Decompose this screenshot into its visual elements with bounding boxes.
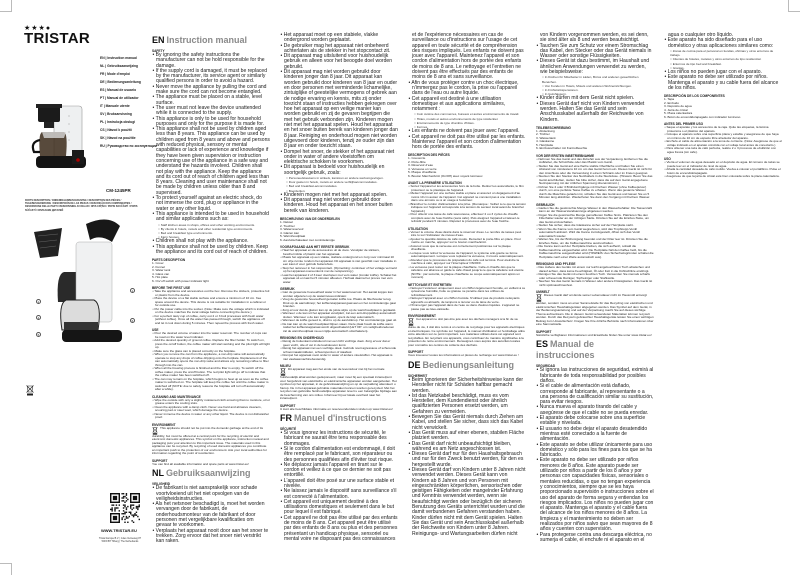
section-heading: SUPPORT	[152, 458, 168, 463]
section-heading: SÉCURITÉ	[280, 427, 297, 432]
safety-bullet: • Los niños no pueden jugar con el aparato.	[664, 70, 782, 75]
safety-bullet: • Never move the appliance by pulling the cord and make sure the cord can not become entangled.	[152, 85, 270, 96]
coffee-maker-image	[28, 100, 96, 182]
safety-bullet: • L'appareil doit être posé sur une surface stable et nivelée.	[280, 479, 398, 490]
instruction-bullet: • Nehmen Sie das Gerät und das Zubehör aus der Verpackung. Entfernen Sie die Aufkleber, die Schutzfolie oder das Plastik vom Gerät.	[536, 158, 654, 165]
part-callout-4: 4	[37, 316, 40, 320]
instruction-bullet: • When all the brewing process is finished and the filter is empty. To switch off the coffee maker, press the on/off button. The red pilot light will go off to indicate that the coffee maker has been switched off.	[152, 367, 270, 378]
instruction-bullet: • Giet de gewenste hoeveelheid water in het waterreservoir. Het aantal kopjes kan worden afgelezen op de waterniveau-indicator.	[280, 291, 398, 298]
instruction-bullet: • N'immergez pas l'appareil dans de l'eau ou dans d'autres liquides. L'appareil ne passe pas au lave-vaisselle.	[408, 304, 526, 311]
language-code: EN	[152, 35, 165, 45]
safety-bullet: • Children shall not play with the appliance.	[152, 239, 270, 244]
safety-bullet: • Bewegen Sie das Gerät niemals durch Ziehen am Kabel, und stellen Sie sicher, dass sich das Kabel nicht verwickelt.	[408, 415, 526, 431]
safety-bullet: • Das Gerät muss auf einer ebenen, stabilen Fläche platziert werden.	[408, 431, 526, 442]
safety-bullet: • Tauchen Sie zum Schutz vor einem Stromschlag das Kabel, den Stecker oder das Gerät niemals in Wasser oder sonstige Flüssigkeiten.	[536, 44, 654, 60]
instruction-bullet: • Plaats het apparaat op een vlakke, stabiele ondergrond en zorg voor minimaal 10 cm vrije ruimte rondom het apparaat. Dit apparaat is niet geschikt voor installatie in een kast of voor gebruik buitenshuis.	[280, 256, 398, 267]
part-list-item: 5. Hot plate	[152, 275, 168, 280]
sub-bullet: ○ Zonas de cocina para el personal en tiendas, oficinas y otros entornos de trabajo.	[664, 49, 782, 57]
language-title-text: Gebruiksaanwijzing	[166, 468, 251, 479]
instruction-bullet: • Zorg ervoor dat de glazen kan op de juiste wijze op de warmhoudplaat is geplaatst.	[280, 309, 398, 313]
brand-name: TRISTAR	[24, 30, 90, 47]
instruction-bullet: • Para obtener una taza de café perfecta, realice 2 o 3 procesos de ebullición con agua fresca (sin café).	[664, 147, 782, 154]
instruction-bullet: • Assurez-vous que la verseuse est correctement positionnée sur la plaque chauffante.	[408, 245, 526, 252]
sub-bullet: ○ Hôtes, motels et autres environnements de type résidentiel.	[408, 117, 526, 121]
parts-diagram-image	[28, 212, 138, 362]
safety-bullet: • Este aparato no debe ser utilizado por niños menores de 8 años. Este aparato puede ser utilizado por niños a partir de los 8 años y por personas con capacidades físicas, sensoriales o mentales reducidas, o que no tengan experiencia y conocimientos, siempre que se les haya proporcionado supervisión o instrucciones sobre el uso del aparato de forma segura y entiendan los riesgos implicados. Los niños no pueden jugar con el aparato. Mantenga el aparato y el cable fuera del alcance de los niños menores de 8 años. La limpieza y el mantenimiento no deben ser realizados por niños salvo que sean mayores de 8 años y cuenten con supervisión.	[536, 458, 654, 532]
safety-bullet: • By ignoring the safety instructions the manufacturer can not be hold responsible for the damage.	[152, 53, 270, 69]
safety-bullet: • Si vous ignorez les instructions de sécurité, le fabricant ne saurait être tenu responsable des dommages.	[280, 431, 398, 447]
part-list-item: 2. Embudo	[664, 100, 679, 105]
instruction-bullet: • Clean the appliance with a damp cloth. Never use hard and abrasive cleaners, scouring pad or steel wool, which damage the device.	[152, 406, 270, 413]
instruction-bullet: • Mettez l'appareil sur une surface stable et plane et assurez un dégagement d'au moins 10 cm autour de l'appareil. Cet appareil ne convient pas à une installation dans une armoire ou à un usage à l'extérieur.	[408, 192, 526, 203]
part-list-item: 4. Glass can	[152, 271, 170, 276]
language-list	[100, 54, 157, 150]
safety-bullet: • Para protegerse contra una descarga eléctrica, no sumerja el cable, el enchufe ni el aparato en el agua o cualquier otro líquido.	[536, 33, 782, 545]
instruction-bullet: • Place the device on a flat stable surface and ensure a minimum of 10 cm. free space around the device. This device is not suitable for installation in a cabinet or for outside use.	[152, 297, 270, 308]
instruction-bullet: • Put the power cable into the socket. (Note: Make sure the voltage which is indicated on the device matches the local voltage before connecting the device.)	[152, 308, 270, 315]
section-heading: UTILISATION	[408, 226, 428, 231]
safety-bullet: • Als het netsnoer beschadigd is, moet het worden vervangen door de fabrikant, de onderhoudsmonteur van de fabrikant of door personen met vergelijkbare kwalificaties om gevaar te voorkomen.	[152, 502, 270, 528]
section-heading: TEILEBESCHREIBUNG	[536, 125, 571, 130]
instruction-bullet: • Lorsque vous retirez la verseuse de l'appareil, le système anti-goutte se ferme automatiquement. Lorsque vous replacez la verseuse, il s'ouvre automatiquement.	[408, 252, 526, 259]
part-list-item: 2. Trechter	[280, 223, 295, 228]
instruction-bullet: • Branchez le cordon d'alimentation à la prise. (Remarque : Veillez à ce que la tension indiquée sur l'appareil corresponde à la tension du secteur local avant de brancher l'appareil.)	[408, 203, 526, 214]
instruction-bullet: • Stellen Sie das Gerät auf eine flache stabile Oberfläche und halten Sie einen Abstand von mindestens 10 cm um das Gerät herum ein. Dieses Gerät ist nicht für den Anschluss oder die Verwendung in einem Schrank oder im Freien geeignet.	[536, 165, 654, 176]
safety-bullet: • Dit apparaat mag niet worden gebruikt door kinderen. Houd het apparaat en het snoer buiten bereik van kinderen.	[280, 198, 398, 214]
parts-description-header: PARTS DESCRIPTION / ONDERDELENBESCHRIJVING / DESCRIPTION DES PIÈCES / TEILEBESCHREIBUNG / DESCRIPCIÓN DE LAS PIEZAS / DESCRIÇÃO DOS COMPONENTES / DESCRIZIONE DELLE PARTI / BESKRIVNING AV DELAR / OPIS CZĘŚCI / POPIS SOUČÁSTÍ / POPIS SÚČASTÍ / ОПИСАНИЕ ДЕТАЛЕЙ	[25, 199, 138, 212]
address-line: Tristar Europe B.V. | Jules Verneweg 87	[98, 537, 142, 540]
safety-bullet: • Este aparato se debe utilizar únicamente para uso doméstico y sólo para los fines para los que se ha fabricado.	[536, 443, 654, 459]
language-title-text: Manuel d'instructions	[294, 413, 387, 424]
paragraph: Sämtliche verfügbaren Informationen und Ersatzteile finden Sie unter www.tristar.eu!	[536, 332, 652, 337]
safety-bullet: • Si ignora las instrucciones de seguridad, eximirá al fabricante de toda responsabilidad por posibles daños.	[536, 368, 654, 384]
part-list-item: 3. Waterreservoir	[280, 227, 304, 232]
part-list-item: 3. Réservoir d'eau	[408, 163, 434, 168]
part-list-item: 1. Abdeckung	[536, 128, 555, 133]
paragraph: You can find all available information and spare parts at www.tristar.eu!	[152, 461, 249, 466]
paragraph-text: Dieses Gerät darf am Ende seiner Lebensdauer nicht im Hausmüll entsorgt werden, sondern muss an einer Sammelstelle für das Recycling von elektrischen und elektronischen Haushaltsgeräten abgegeben werden. Das Symbol auf dem Gerät, in der Bedienungsanleitung und auf der Verpackung macht Sie auf dieses wichtige Thema aufmerksam. Die in diesem Gerät verwendeten Materialien können recycelt werden. Durch das Recyceln gebrauchter Haushaltsgeräte leisten Sie einen wichtigen Beitrag zum Umweltschutz. Fragen Sie Ihre örtliche Behörde nach Informationen über eine Sammelstelle.	[536, 293, 654, 327]
instruction-bullet: • Gießen Sie die gewünschte Menge Wasser in den Wasserbehälter. Die Tassenzahl kann an der Wasserstandsanzeige abgelesen werden.	[536, 207, 654, 214]
safety-bullet: • El aparato debe colocarse sobre una superficie estable y nivelada.	[536, 416, 654, 427]
section-heading: REINIGUNG UND PFLEGE	[536, 262, 576, 267]
section-heading: CLEANING AND MAINTENANCE	[152, 394, 201, 399]
instruction-bullet: • Haal het apparaat en de accessoires uit de doos. Verwijder de stickers, beschermfolie of plastic van het apparaat.	[280, 249, 398, 256]
safety-bullet: • El usuario no debe dejar el aparato desatendido mientras esté conectado a la fuente de alimentación.	[536, 427, 654, 443]
sub-bullet: ○ Staff kitchen areas in shops, offices and other working environments.	[152, 223, 270, 227]
section-heading: VOORAFGAAND AAN HET EERSTE GEBRUIK	[280, 245, 350, 250]
instruction-bullet: • Laat het apparaat 2 of 3 keer doorlopen met vers water (zonder koffie). Schakel het apparaat uit en laat het 5 minuten afkoelen. Herhaal daarna het proces met vers water.	[280, 274, 398, 285]
section-heading: ENVIRONMENT	[152, 422, 176, 427]
language-list-item: RU | Руководство по эксплуатации	[100, 144, 157, 148]
section-heading: SAFETY	[152, 49, 165, 53]
safety-bullet: • This appliance shall not be used by children aged less than 8 years. This appliance can be used by children aged from 8 years and above and persons with reduced physical, sensory or mental capabilities or lack of experience and knowledge if they have been given supervision or instruction concerning use of the appliance in a safe way and understand the hazards involved. Children shall not play with the appliance. Keep the appliance and its cord out of reach of children aged less than 8 years. Cleaning and user maintenance shall not be made by children unless older than 8 and supervised.	[152, 127, 270, 196]
part-list-item: 1. Couvercle	[408, 156, 426, 161]
language-list-item: PL | Instrukcja obsługi	[100, 120, 136, 124]
sub-bullet: ○ Coin cuisine des commerces, bureaux et autres environnements de travail.	[408, 112, 526, 116]
safety-bullet: • Het apparaat moet op een stabiele, vlakke ondergrond worden geplaatst.	[280, 33, 398, 44]
language-title-text: Bedienungsanleitung	[422, 359, 515, 370]
instruction-bullet: • Stecken Sie den Stecker des Netzkabels in die Steckdose. (Hinweis: Bevor Sie das Gerät anschließen, stellen Sie bitte sicher, dass die auf dem Gerät angegebene Netzspannung mit der örtlichen Spannung übereinstimmt.)	[536, 175, 654, 186]
section-heading: ENVIRONNEMENT	[408, 314, 436, 319]
instruction-bullet: • De kan kan op de warmhoudplaat blijven staan. Deze plaat houdt de koffie warm totdat het koffiezetapparaat wordt uitgeschakeld (LET OP: om veiligheidsredenen zal de warmhoudplaat na een tijdje automatisch uitschakelen).	[280, 323, 398, 334]
language-section-en	[152, 35, 270, 466]
part-list-item: 6. Botón de encendido/apagado con indicador luminoso	[664, 114, 741, 119]
instruction-bullet: • Asegúrese de que la jarra de cristal esté bien colocada sobre la placa calentadora.	[664, 175, 782, 179]
language-list-item: IT | Manuale utente	[100, 104, 130, 108]
language-list-item: FR | Mode d'emploi	[100, 72, 131, 76]
part-callout-6: 6	[131, 319, 134, 323]
instruction-bullet: • La verseuse peut rester sur la plaque chauffante. Celle-ci chauffe dès que la cafetière est allumée et garde le café chaud jusqu'à ce que la cafetière soit éteinte (NOTE : par sécurité, la plaque chauffante se coupe automatiquement après un moment).	[408, 266, 526, 280]
safety-bullet: • De fabrikant is niet aansprakelijk voor schade voortvloeiend uit het niet opvolgen van de veiligheidsinstructies.	[152, 486, 270, 502]
instruction-bullet: • Enchufe el cable de alimentación a la toma de corriente. (Nota: Asegúrese de que el voltaje indicado en el aparato coincida con el voltaje local antes de conectarlo.)	[664, 140, 782, 147]
paragraph: U kunt alle beschikbare informatie en reserveonderdelen vinden op www.tristar.eu!	[280, 406, 393, 411]
language-code: NL	[152, 468, 164, 479]
language-title	[536, 339, 654, 361]
language-title	[408, 360, 526, 371]
part-callout-5: 5	[37, 333, 40, 337]
paragraph-text: Dit apparaat mag aan het einde van de levensduur niet bij het normale huishoudelijk afval worden gedeponeerd, maar moet bij een speciaal inzamelpunt voor hergebruik van elektrische en elektronische apparaten worden aangeboden. Het symbool op het apparaat, in de gebruiksaanwijzing en op de verpakking attendeert u hierop. De in het apparaat gebruikte materialen kunnen worden gerecycled. Met het recyclen van gebruikte huishoudelijke apparaten levert u een belangrijke bijdrage aan de bescherming van ons milieu. Informeer bij uw lokale overheid naar het inzamelpunt.	[280, 367, 397, 401]
instruction-bullet: • Pour the desired volume of water into the water reservoir. The number of cups can be read on the water level indicator.	[152, 332, 270, 339]
safety-bullet: • Si le cordon d'alimentation est endommagé, il doit être remplacé par le fabricant, son réparateur ou des personnes qualifiées afin d'éviter tout risque.	[280, 447, 398, 463]
section-heading: SUPPORT	[536, 329, 552, 334]
instruction-bullet: • Versez le volume d'eau désiré dans le réservoir d'eau. Le nombre de tasses peut être lu sur l'indicateur de niveau d'eau.	[408, 231, 526, 238]
safety-bullet: • Este aparato ha sido diseñado para el uso doméstico y otras aplicaciones similares como:	[664, 38, 782, 49]
instruction-bullet: • Nettoyez l'appareil avec un chiffon humide. N'utilisez pas de produits nettoyants agressifs ou abrasifs, de tampons à récurer ou de laine de verre.	[408, 297, 526, 304]
section-heading: VEILIGHEID	[152, 482, 171, 487]
sub-bullet: ○ Fermes.	[408, 125, 526, 129]
safety-bullet: • Cet appareil est uniquement destiné à des utilisations domestiques et seulement dans le but pour lequel il est fabriqué.	[280, 500, 398, 516]
instruction-bullet: • Make sure the glass can is placed correctly on the hotplate.	[152, 350, 270, 354]
safety-bullet: • Les enfants ne doivent pas jouer avec l'appareil.	[408, 129, 526, 134]
part-list-item: 2. Porte-filtre	[408, 159, 426, 164]
safety-bullet: • This appliance is only to be used for household purposes and only for the purpose it is made for.	[152, 117, 270, 128]
language-list-item: EN | Instruction manual	[100, 56, 137, 60]
instruction-bullet: • Wanneer u de kan uit het apparaat verwijdert, zal een anti-druppelklep automatisch sluiten. Wanneer u de kan terugplaatst, opent de klep automatisch.	[280, 312, 398, 319]
safety-bullet: • Nunca mueva el aparato tirando del cable y asegúrese de que el cable no se pueda enredar.	[536, 405, 654, 416]
language-list-item: ES | Manual de usuario	[100, 88, 137, 92]
section-heading: DESCRIPCIÓN DE LOS COMPONENTES	[664, 94, 725, 99]
part-list-item: 4. Glaskanne	[536, 139, 555, 144]
safety-bullet: • Beim Ignorieren der Sicherheitshinweise kann der Hersteller nicht für Schäden haftbar gemacht werden.	[408, 378, 526, 394]
part-list-item: 6. Bouton Marche/Arrêt (On/Off) avec voyant lumineux	[408, 173, 483, 178]
section-heading: SEGURIDAD	[536, 364, 556, 369]
instruction-bullet: • Voeg de gewenste hoeveelheid gemalen koffie toe. Plaats de filterhouder terug. Druk op de aan/uitknop; het koffiezetapparaat gaat aan en het controlelampje gaat branden.	[280, 298, 398, 309]
part-list-item: 5. Placa calentadora	[664, 111, 693, 116]
paragraph	[152, 427, 270, 456]
language-code: FR	[280, 413, 292, 424]
instruction-bullet: • Stop het netsnoer in het stopcontact. (Opmerking: controleer of het voltage vermeld op het apparaat overeenkomt met de netspanning.)	[280, 267, 398, 274]
instruction-bullet: • Nettoyez l'extérieur uniquement avec un chiffon légèrement humide, en veillant à ce qu'aucune humidité, huile ou graisse ne pénètre dans les orifices de refroidissement.	[408, 287, 526, 298]
safety-bullet: • Dieses Gerät darf von Kindern unter 8 Jahren nicht verwendet werden. Dieses Gerät kann von Kindern ab 8 Jahren und von Personen mit eingeschränkten körperlichen, sensorischen oder geistigen Fähigkeiten oder mangelnder Erfahrung und Kenntnis verwendet werden, wenn sie beaufsichtigt werden oder bezüglich der sicheren Benutzung des Geräts unterrichtet wurden und die damit verbundenen Gefahren verstanden haben. Kinder dürfen nicht mit dem Gerät spielen. Halten Sie das Gerät und sein Anschlusskabel außerhalb der Reichweite von Kindern unter 8 Jahren. Reinigungs- und Wartungsarbeiten dürfen nicht von Kindern vorgenommen werden, es sei denn, sie sind älter als 8 und werden beaufsichtigt.	[408, 33, 654, 545]
safety-bullet: • Si el cable de alimentación está dañado, corresponde al fabricante, al representante o a una persona de cualificación similar su sustitución, para evitar riesgos.	[536, 384, 654, 405]
section-heading: SICHERHEIT	[408, 373, 428, 378]
safety-bullet: • Verplaats het apparaat nooit door aan het snoer te trekken. Zorg ervoor dat het snoer niet verstrikt kan raken.	[152, 529, 270, 545]
safety-bullet: • This appliance is intended to be used in household and similar applications such as:	[152, 212, 270, 223]
paragraph-text: This appliance should not be put into the domestic garbage at the end of its durability, but must be offered at a central point for the recycling of electric and electronic domestic appliances. This symbol on the appliance, instruction manual and packaging puts your attention to this important issue. The materials used in this appliance can be recycled. By recycling of used domestic appliances you contribute an important push to the protection of our environment. Ask your local authorities for information regarding the point of recollection.	[152, 425, 269, 456]
sub-bullet: ○ Personeelskeukens in winkels, kantoren en andere werkomgevingen.	[280, 176, 398, 180]
safety-bullet: • This appliance shall not be used by children. Keep the appliance and its cord out of reach of children.	[152, 245, 270, 256]
instruction-bullet: • Añada la cantidad deseada de café molido. Vuelva a colocar el portafiltros. Pulse el botón de encendido/apagado.	[664, 168, 782, 175]
section-heading: SUPPORT	[280, 403, 296, 408]
language-code: DE	[408, 359, 421, 370]
instruction-bullet: • Die Kanne kann auf der Heizplatte bleiben, die sich aufheizt, sobald die Kaffeemaschine eingeschaltet wird. Die Heizplatte hält den Kaffee heiß, bis die Kaffeemaschine ausgeschaltet wird (HINWEIS: Aus Sicherheitsgründen schaltet die Heizplatte nach einer Weile automatisch aus).	[536, 245, 654, 259]
language-title	[280, 413, 398, 424]
instruction-bullet: • Warten Sie, bis der Brühvorgang beendet und der Filter leer ist. Drücken Sie die Ein/Aus-Taste, um die Kaffeemaschine auszuschalten.	[536, 238, 654, 245]
safety-bullet: • Afin de vous protéger contre un choc électrique, n'immergez pas le cordon, la prise ou l'appareil dans de l'eau ou autre liquide.	[408, 81, 526, 97]
crop-mark-top-right	[788, 0, 800, 12]
sub-bullet: ○ Von Kunden in Hotels, Motels und anderen Wohneinrichtungen.	[536, 84, 654, 88]
safety-bullet: • Das Gerät darf nicht unbeaufsichtigt bleiben, während es am Netz angeschlossen ist.	[408, 442, 526, 453]
language-title	[152, 35, 270, 46]
instruction-bullet: • Wenn Sie die Kanne vom Gerät wegnehmen, wird das Tropfstopp-Ventil automatisch aktiviert. Wird die Kanne zurückgestellt, öffnet sich das Ventil automatisch wieder.	[536, 228, 654, 239]
section-heading: DESCRIPTION DES PIÈCES	[408, 153, 450, 158]
paragraph: Vous trouverez toutes les informations et pièces de rechange sur www.tristar.eu !	[408, 353, 519, 358]
section-heading: MILIEU	[280, 364, 291, 369]
instruction-bullet: • Add the desired quantity of ground coffee. Replace the filter holder. To switch on, press the on/off button, the coffee maker will start working and the pilot light will light up.	[152, 339, 270, 350]
safety-bullet: • The user must not leave the device unattended while it is connected to the supply.	[152, 106, 270, 117]
safety-bullet: • Ist das Netzkabel beschädigt, muss es vom Hersteller, dem Kundendienst oder ähnlich qualifizierten Personen ersetzt werden, um Gefahren zu vermeiden.	[408, 394, 526, 415]
language-title-text: Instruction manual	[166, 35, 248, 45]
safety-bullet: • Este aparato no debe ser utilizado por niños. Mantenga el aparato y su cable fuera del alcance de los niños.	[664, 75, 782, 91]
part-list-item: 2. Trichter	[536, 132, 550, 137]
instruction-manual-text	[152, 33, 782, 545]
sub-bullet: ○ In Gutshäusern.	[536, 92, 654, 96]
language-list-item: PT | Manual de utilizador	[100, 96, 139, 100]
sub-bullet: ○ Boerderijen.	[280, 189, 398, 193]
part-list-item: 4. Verseuse en verre	[408, 166, 437, 171]
instruction-bullet: • Reinigen Sie das Gerät mit einem feuchten Tuch. Verwenden Sie niemals scharfe oder scheuernde Reiniger, Topfreiniger oder Stahlwolle.	[536, 273, 654, 280]
instruction-bullet: • Wipe the outside with only a slightly moistened cloth ensuring that no moisture, oil or grease enters the cooling slots.	[152, 399, 270, 406]
sub-bullet: ○ Granjas.	[664, 66, 782, 70]
sub-bullet: ○ Bed and breakfast type environments.	[152, 231, 270, 235]
safety-bullet: • Dieses Gerät ist dazu bestimmt, im Haushalt und ähnlichen Anwendungen verwendet zu werden, wie beispielsweise:	[536, 59, 654, 75]
language-list-item: DE | Bedienungsanleitung	[100, 80, 141, 84]
safety-bullet: • Dieses Gerät darf nicht von Kindern verwendet werden. Halten Sie das Gerät und sein Anschlusskabel außerhalb der Reichweite von Kindern.	[536, 102, 654, 123]
sub-bullet: ○ Farm houses.	[152, 235, 270, 239]
language-list-item: NL | Gebruiksaanwijzing	[100, 64, 139, 68]
section-heading: BEFORE THE FIRST USE	[152, 286, 191, 291]
safety-bullet: • The appliance must be placed on a stable, level surface.	[152, 95, 270, 106]
section-heading: UMWELT	[536, 290, 550, 295]
instruction-bullet: • Führen Sie 2 oder 3 Brühdurchgänge mit frischem Wasser (ohne Kaffeepulver) durch, um eine perfekte Tasse Kaffee zu erhalten. Wenn das gesamte Wasser durch die Maschine gelaufen ist, schalten Sie das Gerät aus und lassen Sie es 5 Minuten lang abkühlen. Wiederholen Sie dann den Vorgang mit frischem Wasser.	[536, 186, 654, 200]
part-list-item: 2. Funnel	[152, 264, 165, 269]
website-link[interactable]: WWW.TRISTAR.EU	[101, 528, 137, 533]
part-list-item: 3. Depósito de agua	[664, 104, 692, 109]
safety-bullet: • Dit apparaat mag niet worden gebruikt door kinderen jonger dan 8 jaar. Dit apparaat kan worden gebruikt door kinderen van 8 jaar en ouder en door personen met verminderde lichamelijke, zintuiglijke of geestelijke vermogens of gebrek aan de nodige ervaring en kennis, mits zij onder toezicht staan of instructies hebben gekregen over hoe het apparaat op een veilige manier kan worden gebruikt en zij de gevaren begrijpen die met het gebruik verbonden zijn. Kinderen mogen niet met het apparaat spelen. Houd het apparaat en het snoer buiten bereik van kinderen jonger dan 8 jaar. Reiniging en onderhoud mogen niet worden uitgevoerd door kinderen, tenzij ze ouder zijn dan 8 jaar en onder toezicht staan.	[280, 70, 398, 149]
instruction-bullet: • Vierta el volumen de agua deseado en el depósito de agua. El número de tazas se puede leer en el indicador de nivel de agua.	[664, 161, 782, 168]
instruction-bullet: • Saque el aparato y los accesorios de la caja. Quite las etiquetas, la lámina protectora o el plástico del aparato.	[664, 126, 782, 133]
instruction-bullet: • Das Äußere des Geräts mit einem nur leicht angefeuchteten Tuch abwischen und darauf achten, dass keine Feuchtigkeit, Öl oder Fett in die Kühlschlitze eindringt.	[536, 266, 654, 273]
address-line: 5015 BH Tilburg | The Netherlands	[101, 540, 139, 544]
instruction-bullet: • Coloque el aparato sobre una superficie plana y estable y asegúrese de que haya un mínimo de 10 cm de espacio libre alrededor del aparato.	[664, 133, 782, 140]
safety-bullet: • Dieses Gerät darf nur für den Haushaltsgebrauch und nur für den Zweck benutzt werden, für den es hergestellt wurde.	[408, 452, 526, 468]
sub-bullet: ○ In Küchen für Mitarbeiter in Läden, Büros und anderen gewerblichen Bereichen.	[536, 75, 654, 83]
safety-bullet: • Dompel het snoer, de stekker of het apparaat niet onder in water of andere vloeistoffen om elektrische schokken te voorkomen.	[280, 150, 398, 166]
safety-bullet: • Cet appareil ne doit pas être utilisé par les enfants. Maintenez l'appareil et son cordon d'alimentation hors de portée des enfants.	[408, 135, 526, 151]
qr-code[interactable]	[110, 493, 140, 523]
instruction-bullet: • Reinig de buitenkant uitsluitend met een licht vochtige doek. Zorg ervoor dat er geen vocht, olie of vet in de koelsleuven komt.	[280, 340, 398, 347]
weee-recycling-icon	[26, 385, 34, 396]
language-code: ES	[536, 339, 549, 350]
language-list-item: CS | Návod k použití	[100, 128, 132, 132]
section-heading: SUPPORT	[408, 350, 424, 355]
part-list-item: 6. On/ off switch with power indicator light	[152, 278, 209, 283]
sub-bullet: ○ By clients in hotels, motels and other residential type environments.	[152, 227, 270, 231]
safety-bullet: • If the supply cord is damaged, it must be replaced by the manufacturer, its service agent or similarly qualified persons in order to avoid a hazard.	[152, 69, 270, 85]
part-list-item: 5. Plaque chauffante	[408, 170, 437, 175]
sub-bullet: ○ Bed and breakfast-accommodaties.	[280, 184, 398, 188]
instruction-bullet: • Reinig het apparaat met een vochtige doek. Gebruik nooit agressieve of schurende schoonmaakmiddelen, schuursponzen of staalwol.	[280, 347, 398, 354]
safety-bullet: • To protect yourself against an electric shock, do not immerse the cord, plug or appliance in the water or any other liquid.	[152, 196, 270, 212]
section-heading: BESCHRIJVING VAN DE ONDERDELEN	[280, 217, 340, 222]
instruction-bullet: • Fügen Sie die gewünschte Menge gemahlenen Kaffee hinzu. Platzieren Sie den Filterhalter wieder an der richtigen Stelle. Drücken Sie auf die Ein/Aus-Taste, um das Gerät einzuschalten.	[536, 214, 654, 225]
safety-bullet: • De gebruiker mag het apparaat niet onbeheerd achterlaten als de stekker in het stopcontact zit.	[280, 44, 398, 55]
instruction-bullet: • Take the appliance and accessories out the box. Remove the stickers, protective foil or plastic from the device.	[152, 290, 270, 297]
instruction-bullet: • For a perfect tasty cup of coffee, carry out 2 or 3 boil processes with fresh water (without coffee). Once all the water has passed through, switch the appliance off and let it cool down during 5 minutes. Then repeat the process with fresh water.	[152, 315, 270, 326]
safety-bullet: • Cet appareil ne doit pas être utilisé par des enfants de moins de 8 ans. Cet appareil peut être utilisé par des enfants de 8 ans ou plus et des personnes présentant un handicap physique, sensoriel ou mental voire ne disposant pas des connaissances et de l'expérience nécessaires en cas de surveillance ou d'instructions sur l'usage de cet appareil en toute sécurité et de compréhension des risques impliqués. Les enfants ne doivent pas jouer avec l'appareil. Maintenez l'appareil et son cordon d'alimentation hors de portée des enfants de moins de 8 ans. Le nettoyage et l'entretien ne doivent pas être effectués par des enfants de moins de 8 ans et sans surveillance.	[280, 33, 526, 545]
paragraph-text: Cet appareil ne doit pas être jeté avec les déchets ménagers à la fin de sa durée de vie, il doit être remis à un centre de recyclage pour les appareils électriques et électroniques. Ce symbole sur l'appareil, le manuel d'utilisation et l'emballage attire votre attention sur ce point important. Les matériaux utilisés dans cet appareil sont recyclables. En recyclant vos appareils, vous contribuez de manière significative à la protection de notre environnement. Renseignez-vous auprès des autorités locales pour connaître les centres de collecte des déchets.	[408, 317, 525, 347]
safety-bullet: • Ne laissez jamais le dispositif sans surveillance s'il est connecté à l'alimentation.	[280, 489, 398, 500]
language-title-text: Manual de instrucciones	[536, 339, 595, 361]
section-heading: GEBRAUCH	[536, 202, 555, 207]
sub-bullet: ○ Door gasten in hotels, motels en andere verblijfsaccommodaties.	[280, 180, 398, 184]
part-callout-2: 2	[37, 300, 40, 304]
instruction-bullet: • Never immerse the device in water or any other liquid. The device is not dishwasher proof.	[152, 413, 270, 420]
part-list-item: 5. Warmhoudplaat	[280, 234, 306, 239]
instruction-bullet: • The can may remain on the hotplate, which begins to heat up as soon as the coffee maker is switched on. The hotplate will keep the coffee hot until the coffee maker is switched off (NOTE: due to safety reasons the hotplate will turn off automatically after a while).	[152, 378, 270, 392]
instruction-bullet: • Pour obtenir une tasse de café savoureuse, effectuez 2 ou 3 cycles de chauffe complets avec de l'eau fraîche (sans café). Puis éteignez l'appareil et laissez-le refroidir pendant 5 minutes. Répétez le processus avec de l'eau fraîche.	[408, 213, 526, 224]
part-list-item: 3. Wassertank	[536, 135, 556, 140]
part-list-item: 1. Tapa	[664, 97, 675, 102]
instruction-bullet: • Tauchen Sie das Gerät niemals in Wasser oder andere Flüssigkeiten. Das Gerät ist nicht spülmaschinenfest.	[536, 280, 654, 287]
part-list-item: 6. Ein/Ausschalter mit Kontrollleuchte	[536, 146, 588, 151]
safety-bullet: • Kinder dürfen mit dem Gerät nicht spielen.	[536, 96, 654, 101]
section-heading: REINIGING EN ONDERHOUD	[280, 336, 324, 341]
part-list-item: 4. Glazen kan	[280, 230, 300, 235]
section-heading: AVANT LA PREMIÈRE UTILISATION	[408, 181, 462, 186]
instruction-bullet: • Attendez que le processus de préparation du café soit terminé. Pour éteindre la machine à café, appuyez sur l'interrupteur ON/OFF.	[408, 259, 526, 266]
section-heading: ANTES DEL PRIMER USO	[664, 122, 704, 127]
section-heading: USE	[152, 328, 159, 333]
instruction-bullet: • Wanneer de koffie gereed is, drukt u op de aan/uitknop. Het controlelampje gaat uit.	[280, 319, 398, 323]
instruction-bullet: • Dompel het apparaat nooit onder in water of andere vloeistoffen. Het apparaat is niet vaatwasmachinebestendig.	[280, 354, 398, 361]
instruction-bullet: • Sortez l'appareil et les accessoires hors de la boîte. Retirez les autocollants, le film protecteur ou le plastique de l'appareil.	[408, 185, 526, 192]
instruction-bullet: • When you remove the can from the appliance, a non-drip valve will automatically operate to stop any drops of coffee dripping onto the hotplate. Replacement of the can automatically opens the non-drip valve and allows any remaining coffee to filter through into the can.	[152, 353, 270, 367]
sub-bullet: ○ Entornos de tipo bed and breakfast.	[664, 62, 782, 66]
part-list-item: 4. Jarra de cristal	[664, 107, 688, 112]
safety-bullet: • Dit apparaat mag uitsluitend voor huishoudelijk gebruik en alleen voor het beoogde doel worden gebruikt.	[280, 54, 398, 70]
part-list-item: 1. Cover	[152, 261, 164, 266]
part-list-item: 6. Aan/uitschakelaar met controlelampje	[280, 237, 335, 242]
safety-bullet: • Dit apparaat is bedoeld voor huishoudelijk en soortgelijk gebruik, zoals:	[280, 165, 398, 176]
instruction-bullet: • Ajoutez la quantité désirée de café moulu. Remettez le porte-filtre en place. Pour mettre en marche, appuyez sur le bouton marche/arrêt.	[408, 238, 526, 245]
part-list-item: 1. Deksel	[280, 220, 293, 225]
part-list-item: 5. Heizplatte	[536, 142, 554, 147]
sub-bullet: ○ Clientes de hoteles, moteles y otros entornos de tipo residencial.	[664, 57, 782, 61]
language-list-item: SV | Bruksanvisning	[100, 112, 132, 116]
language-title	[152, 468, 270, 479]
section-heading: VOR DER ERSTEN INBETRIEBNAHME	[536, 153, 595, 158]
model-number: CM-1245PR	[106, 188, 131, 193]
safety-bullet: • Kinderen mogen niet met het apparaat spelen.	[280, 193, 398, 198]
paragraph	[408, 318, 526, 347]
paragraph	[280, 368, 398, 401]
paragraph	[536, 294, 654, 327]
sub-bullet: ○ In Frühstückspensionen.	[536, 88, 654, 92]
part-callout-1: 1	[131, 289, 134, 293]
section-heading: NETTOYAGE ET ENTRETIEN	[408, 282, 452, 287]
safety-bullet: • Ne déplacez jamais l'appareil en tirant sur le cordon et veillez à ce que ce dernier ne soit pas entortillé.	[280, 463, 398, 479]
logo-stars-icon: ★★★●	[24, 25, 52, 32]
sub-bullet: ○ Environnements de type chambre d'hôtes.	[408, 121, 526, 125]
instruction-bullet: • Stellen Sie sicher, dass die Glaskanne sicher auf der Heizplatte steht.	[536, 224, 654, 228]
brand-logo	[24, 24, 90, 46]
section-heading: PARTS DESCRIPTION	[152, 258, 186, 263]
section-heading: GEBRUIK	[280, 287, 295, 292]
language-list-item: SK | Návod na použitie	[100, 136, 136, 140]
safety-bullet: • Cet appareil est destiné à une utilisation domestique et aux applications similaires, notamment :	[408, 97, 526, 113]
part-list-item: 3. Water tank	[152, 268, 171, 273]
section-heading: USO	[664, 157, 671, 162]
company-address	[95, 537, 145, 544]
